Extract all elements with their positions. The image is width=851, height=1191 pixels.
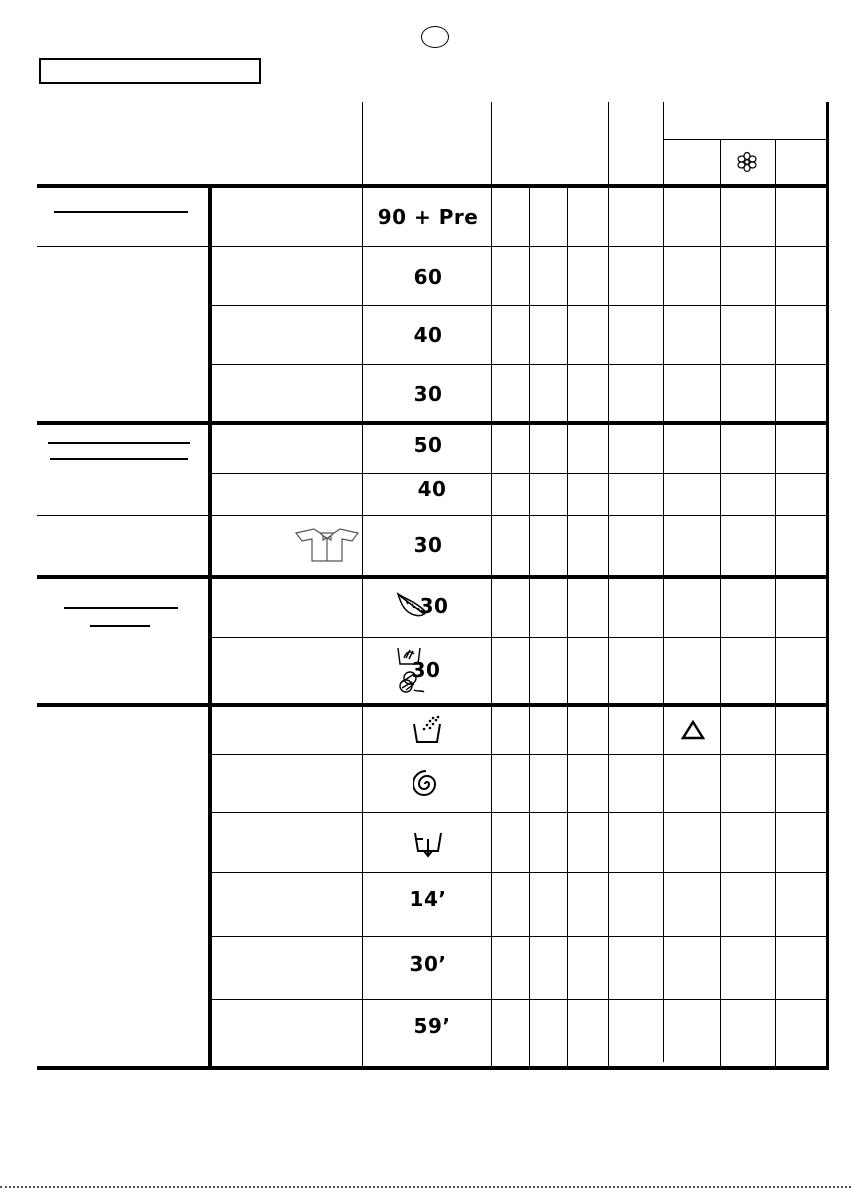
programme-temp: 30 xyxy=(411,658,441,682)
col-line xyxy=(720,139,721,1068)
programme-temp: 59’ xyxy=(413,1014,451,1038)
flower-softener-icon xyxy=(736,151,758,173)
group-line xyxy=(37,575,829,579)
row-line xyxy=(212,754,828,755)
programme-temp: 30’ xyxy=(409,952,447,976)
group-label-underline xyxy=(48,442,190,444)
feather-icon xyxy=(396,592,430,620)
group-line xyxy=(37,1066,829,1070)
programme-temp: 30 xyxy=(413,382,443,406)
title-box xyxy=(39,58,261,84)
group-label-underline xyxy=(50,458,188,460)
row-line xyxy=(212,246,828,247)
row-line xyxy=(37,246,212,247)
programme-temp: 30 xyxy=(419,594,449,618)
row-line xyxy=(212,515,828,516)
rinse-icon xyxy=(412,714,442,744)
handwash-wool-icon xyxy=(396,644,426,698)
group-line xyxy=(37,703,829,707)
group-line xyxy=(37,421,829,425)
programme-temp: 40 xyxy=(413,323,443,347)
language-badge xyxy=(421,26,449,48)
page-perforation xyxy=(0,1186,851,1188)
row-line xyxy=(212,364,828,365)
row-line xyxy=(212,936,828,937)
col-line xyxy=(775,139,776,1068)
shirt-icon xyxy=(294,527,360,563)
group-label-underline xyxy=(90,625,150,627)
row-line xyxy=(212,473,828,474)
header-line xyxy=(663,139,828,140)
group-label-underline xyxy=(64,607,178,609)
spin-icon xyxy=(413,770,441,798)
programme-temp: 30 xyxy=(413,533,443,557)
row-line xyxy=(37,515,212,516)
programme-temp: 50 xyxy=(413,433,443,457)
triangle-icon xyxy=(681,720,705,740)
programme-temp: 14’ xyxy=(409,887,447,911)
row-line xyxy=(212,637,828,638)
row-line xyxy=(212,872,828,873)
group-line xyxy=(37,184,829,188)
group-label-underline xyxy=(54,211,188,213)
programme-temp: 40 xyxy=(417,477,447,501)
programme-temp: 60 xyxy=(413,265,443,289)
row-line xyxy=(212,999,828,1000)
row-line xyxy=(212,305,828,306)
programme-temp: 90 + Pre xyxy=(377,205,479,229)
drain-icon xyxy=(413,829,443,859)
row-line xyxy=(212,812,828,813)
